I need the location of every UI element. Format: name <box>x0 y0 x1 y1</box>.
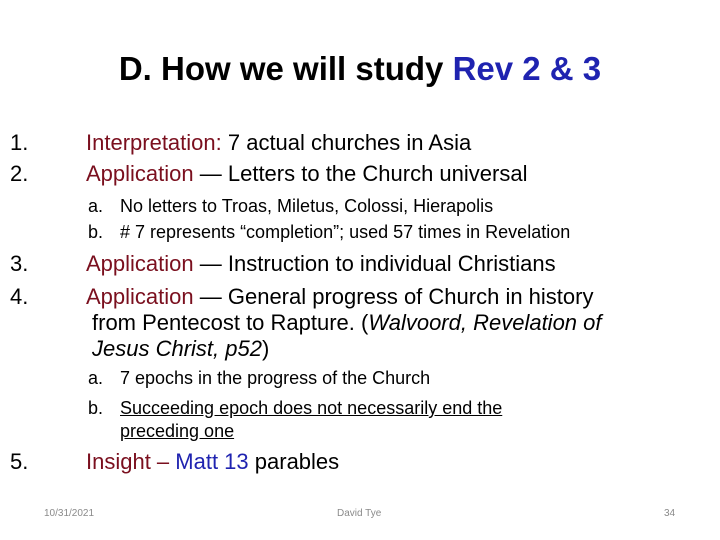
item-text <box>86 252 556 276</box>
continuation-text: from Pentecost to Rapture. ( <box>92 310 369 335</box>
item-label: Insight – <box>86 449 176 474</box>
item-body: parables <box>248 449 340 474</box>
item-body: — Instruction to individual Christians <box>193 251 556 276</box>
item-body: — General progress of Church in history <box>193 284 594 309</box>
sub-letter: b. <box>88 398 104 418</box>
item-reference: Matt 13 <box>175 449 249 474</box>
item-text <box>86 131 471 155</box>
continuation-text: ) <box>261 336 270 361</box>
item-number: 1. <box>10 130 29 155</box>
citation-text: Jesus Christ, p52 <box>92 336 262 361</box>
item-label: Application <box>86 161 194 186</box>
sub-text: 7 epochs in the progress of the Church <box>120 368 431 388</box>
item-continuation <box>92 337 269 361</box>
sub-letter: a. <box>88 196 104 216</box>
item-text <box>86 450 339 474</box>
sub-text-continuation: preceding one <box>120 421 235 441</box>
sub-letter: b. <box>88 222 104 242</box>
sub-text: No letters to Troas, Miletus, Colossi, Hierapolis <box>120 196 494 216</box>
item-label: Application <box>86 251 194 276</box>
item-text <box>86 285 593 309</box>
item-body: — Letters to the Church universal <box>193 161 528 186</box>
footer-author: David Tye <box>337 508 382 519</box>
item-number: 4. <box>10 284 29 309</box>
title-prefix: D. How we will study <box>118 50 453 87</box>
item-label: Application <box>86 284 194 309</box>
item-number: 3. <box>10 251 29 276</box>
item-number: 5. <box>10 449 29 474</box>
sub-text: # 7 represents “completion”; used 57 times in Revelation <box>120 222 571 242</box>
item-text <box>86 162 527 186</box>
sub-text: Succeeding epoch does not necessarily end the <box>120 398 503 418</box>
footer-date: 10/31/2021 <box>44 508 95 519</box>
item-body: 7 actual churches in Asia <box>221 130 472 155</box>
title-highlight: Rev 2 & 3 <box>452 50 602 87</box>
footer-page-number: 34 <box>664 508 676 519</box>
item-continuation <box>92 311 602 335</box>
slide-title <box>0 47 720 91</box>
item-number: 2. <box>10 161 29 186</box>
sub-letter: a. <box>88 368 104 388</box>
item-label: Interpretation: <box>86 130 222 155</box>
citation-text: Walvoord, Revelation of <box>368 310 602 335</box>
